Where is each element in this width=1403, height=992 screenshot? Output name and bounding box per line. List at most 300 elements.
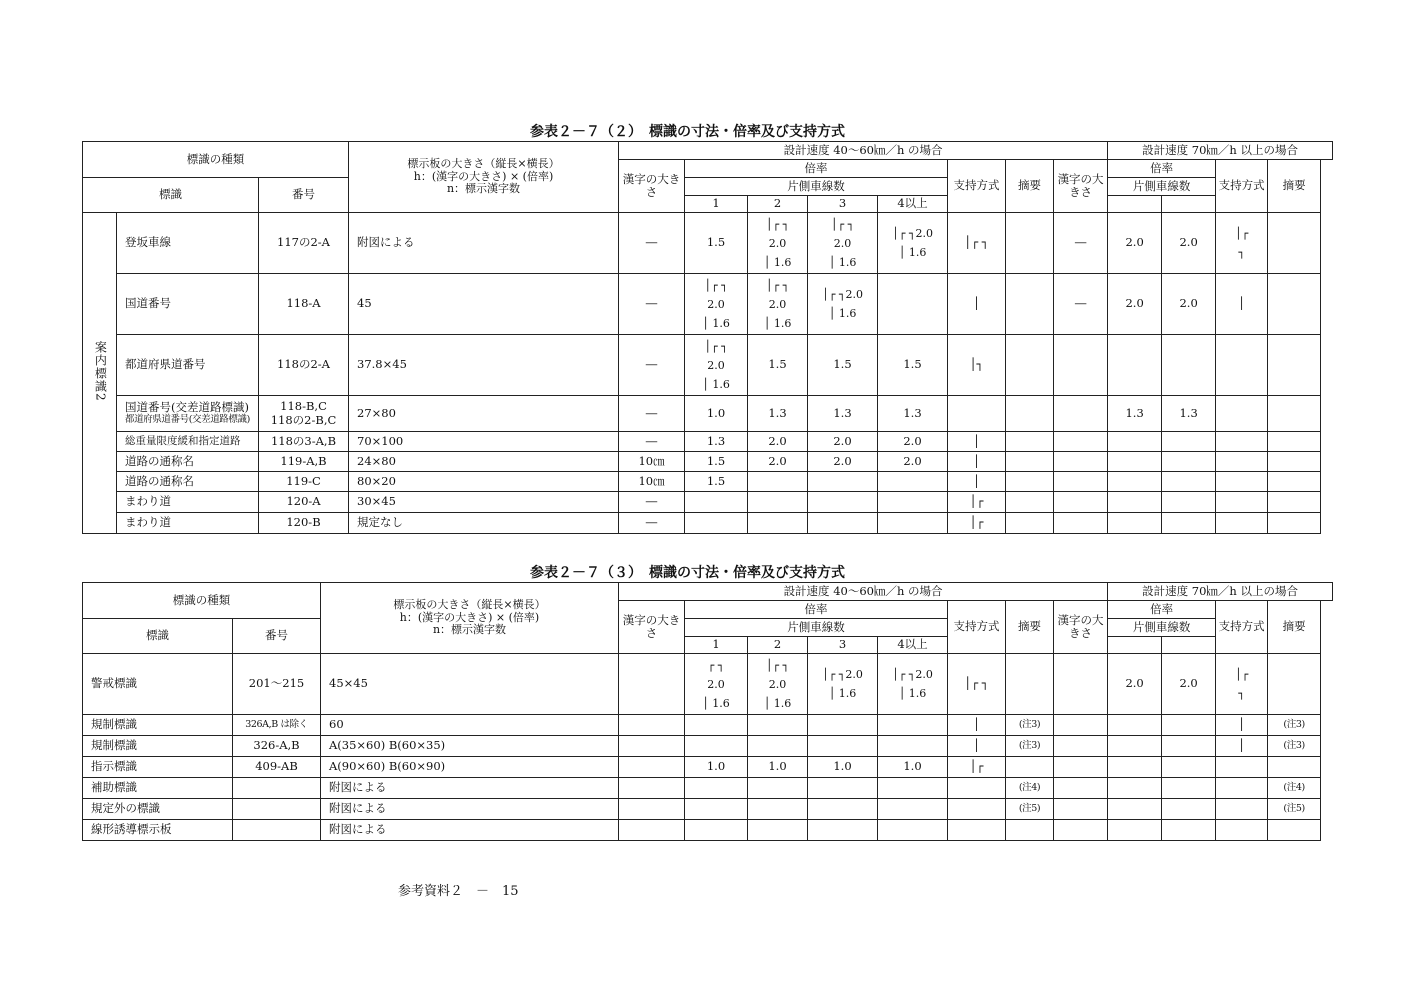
sign-number: 119-C <box>259 472 349 492</box>
support-method <box>948 820 1006 841</box>
remarks-high <box>1268 452 1321 472</box>
remarks-high <box>1268 654 1321 715</box>
kanji-size <box>619 778 685 799</box>
ratio-high-1: 2.0 <box>1108 654 1162 715</box>
support-method-high <box>1216 335 1268 396</box>
board-size: 附図による <box>321 778 619 799</box>
support-method-high <box>1216 396 1268 432</box>
ratio-1: ┌ ┐ 2.0 │ 1.6 <box>685 654 748 715</box>
sign-name: 道路の通称名 <box>117 452 259 472</box>
ratio-high-2 <box>1162 778 1216 799</box>
lane-empty-high <box>1108 637 1162 654</box>
ratio-high-1 <box>1108 432 1162 452</box>
ratio-high-2: 2.0 <box>1162 274 1216 335</box>
ratio-header: 倍率 <box>685 601 948 619</box>
ratio-high-1: 1.3 <box>1108 396 1162 432</box>
ratio-high-2 <box>1162 452 1216 472</box>
ratio-header: 倍率 <box>685 160 948 178</box>
ratio-3: 2.0 <box>808 432 878 452</box>
lanes-header-high: 片側車線数 <box>1108 619 1216 637</box>
lane-empty-high <box>1108 196 1162 213</box>
sign-header: 標識 <box>83 178 259 213</box>
kanji-size-header: 漢字の大きさ <box>619 160 685 213</box>
lane-2-header: 2 <box>748 196 808 213</box>
board-size: 45×45 <box>321 654 619 715</box>
group-label: 案内標識2 <box>93 341 108 402</box>
speed-40-60-header: 設計速度 40～60㎞／h の場合 <box>619 583 1108 601</box>
ratio-1 <box>685 513 748 534</box>
ratio-3: │┌ ┐2.0 │ 1.6 <box>808 654 878 715</box>
support-method-high: │┌ ┐ <box>1216 213 1268 274</box>
ratio-4: 2.0 <box>878 452 948 472</box>
ratio-4: 1.0 <box>878 757 948 778</box>
remarks-high <box>1268 472 1321 492</box>
support-method-high <box>1216 472 1268 492</box>
support-method: │ <box>948 472 1006 492</box>
sign-name: 規制標識 <box>83 736 233 757</box>
support-method-header: 支持方式 <box>948 601 1006 654</box>
support-method-high <box>1216 513 1268 534</box>
group-label-cell <box>83 213 117 534</box>
ratio-2: │┌ ┐ 2.0 │ 1.6 <box>748 213 808 274</box>
kanji-size <box>619 799 685 820</box>
ratio-3 <box>808 492 878 513</box>
board-size: 37.8×45 <box>349 335 619 396</box>
kanji-size-high <box>1054 472 1108 492</box>
lane-3-header: 3 <box>808 637 878 654</box>
ratio-high-1 <box>1108 492 1162 513</box>
ratio-3: 1.5 <box>808 335 878 396</box>
ratio-high-1 <box>1108 778 1162 799</box>
remarks-high: (注4) <box>1268 778 1321 799</box>
support-method-high <box>1216 799 1268 820</box>
support-method: │┐ <box>948 335 1006 396</box>
kanji-size <box>619 757 685 778</box>
lane-empty-high <box>1162 637 1216 654</box>
lane-empty-high <box>1162 196 1216 213</box>
kanji-size-high <box>1054 799 1108 820</box>
sign-number: 409-AB <box>233 757 321 778</box>
remarks: (注4) <box>1006 778 1054 799</box>
ratio-2: 1.3 <box>748 396 808 432</box>
kanji-size-high <box>1054 736 1108 757</box>
board-size: 80×20 <box>349 472 619 492</box>
sign-name: 都道府県道番号 <box>117 335 259 396</box>
support-method: │┌ <box>948 757 1006 778</box>
ratio-2 <box>748 799 808 820</box>
ratio-2: │┌ ┐ 2.0 │ 1.6 <box>748 654 808 715</box>
table-row <box>83 432 1333 452</box>
remarks-high <box>1268 492 1321 513</box>
lanes-header-high: 片側車線数 <box>1108 178 1216 196</box>
ratio-3: │┌ ┐2.0 │ 1.6 <box>808 274 878 335</box>
sign-name: 補助標識 <box>83 778 233 799</box>
sign-number <box>233 799 321 820</box>
table-row <box>83 492 1333 513</box>
board-size: 60 <box>321 715 619 736</box>
ratio-1 <box>685 799 748 820</box>
ratio-1 <box>685 820 748 841</box>
speed-70-header: 設計速度 70㎞／h 以上の場合 <box>1108 142 1333 160</box>
support-method: │ <box>948 736 1006 757</box>
remarks <box>1006 274 1054 335</box>
kanji-size: ― <box>619 335 685 396</box>
ratio-4 <box>878 799 948 820</box>
support-method: │┌ <box>948 492 1006 513</box>
support-method <box>948 778 1006 799</box>
kanji-size-high <box>1054 757 1108 778</box>
remarks-high <box>1268 432 1321 452</box>
ratio-3 <box>808 472 878 492</box>
remarks <box>1006 452 1054 472</box>
support-method-high: │ <box>1216 736 1268 757</box>
remarks <box>1006 820 1054 841</box>
ratio-2: 1.5 <box>748 335 808 396</box>
sign-name: 国道番号 <box>117 274 259 335</box>
sign-dimensions-table-3 <box>82 582 1333 841</box>
ratio-1: 1.5 <box>685 452 748 472</box>
ratio-1: 1.0 <box>685 396 748 432</box>
ratio-1 <box>685 778 748 799</box>
sign-number: 201～215 <box>233 654 321 715</box>
support-method-high: │ <box>1216 715 1268 736</box>
sign-name: まわり道 <box>117 513 259 534</box>
ratio-high-1 <box>1108 757 1162 778</box>
ratio-4 <box>878 274 948 335</box>
sign-name: 国道番号(交差道路標識) 都道府県道番号(交差道路標識) <box>117 396 259 432</box>
ratio-high-2 <box>1162 492 1216 513</box>
support-method: │┌ <box>948 513 1006 534</box>
remarks-header: 摘要 <box>1006 601 1054 654</box>
ratio-high-2 <box>1162 799 1216 820</box>
support-method-high: │┌ ┐ <box>1216 654 1268 715</box>
lane-1-header: 1 <box>685 196 748 213</box>
table-row <box>83 396 1333 432</box>
kanji-size-header-high: 漢字の大きさ <box>1054 601 1108 654</box>
ratio-high-2: 2.0 <box>1162 654 1216 715</box>
ratio-high-1 <box>1108 472 1162 492</box>
lane-4-header: 4以上 <box>878 196 948 213</box>
table-row <box>83 757 1333 778</box>
sign-number <box>233 820 321 841</box>
ratio-1: │┌ ┐ 2.0 │ 1.6 <box>685 274 748 335</box>
ratio-1: │┌ ┐ 2.0 │ 1.6 <box>685 335 748 396</box>
kanji-size <box>619 715 685 736</box>
table-row <box>83 736 1333 757</box>
sign-number: 326-A,B <box>233 736 321 757</box>
kanji-size-header-high: 漢字の大きさ <box>1054 160 1108 213</box>
board-size: A(90×60) B(60×90) <box>321 757 619 778</box>
kanji-size-high: ― <box>1054 213 1108 274</box>
table-row <box>83 715 1333 736</box>
remarks: (注3) <box>1006 736 1054 757</box>
lane-3-header: 3 <box>808 196 878 213</box>
table-row <box>83 513 1333 534</box>
remarks-high <box>1268 213 1321 274</box>
kanji-size-high <box>1054 432 1108 452</box>
table-row <box>83 335 1333 396</box>
ratio-high-2: 2.0 <box>1162 213 1216 274</box>
ratio-3: 1.0 <box>808 757 878 778</box>
ratio-4: 2.0 <box>878 432 948 452</box>
support-method-high <box>1216 492 1268 513</box>
sign-number: 118-A <box>259 274 349 335</box>
table-row <box>83 820 1333 841</box>
ratio-1 <box>685 492 748 513</box>
ratio-high-1: 2.0 <box>1108 213 1162 274</box>
kanji-size-high <box>1054 820 1108 841</box>
sign-number: 120-B <box>259 513 349 534</box>
support-method-header: 支持方式 <box>948 160 1006 213</box>
kanji-size: ― <box>619 513 685 534</box>
table-row <box>83 452 1333 472</box>
page-footer: 参考資料２ － 15 <box>398 884 519 899</box>
support-method <box>948 396 1006 432</box>
table-row <box>83 799 1333 820</box>
kanji-size: ― <box>619 274 685 335</box>
support-method-high: │ <box>1216 274 1268 335</box>
kanji-size-high <box>1054 335 1108 396</box>
board-size: 27×80 <box>349 396 619 432</box>
ratio-2 <box>748 472 808 492</box>
ratio-2: 1.0 <box>748 757 808 778</box>
kanji-size-high <box>1054 513 1108 534</box>
ratio-high-2 <box>1162 472 1216 492</box>
remarks-header-high: 摘要 <box>1268 160 1321 213</box>
ratio-1 <box>685 715 748 736</box>
remarks: (注5) <box>1006 799 1054 820</box>
ratio-3: 2.0 <box>808 452 878 472</box>
ratio-4 <box>878 715 948 736</box>
ratio-2 <box>748 736 808 757</box>
ratio-3 <box>808 736 878 757</box>
ratio-1 <box>685 736 748 757</box>
ratio-2 <box>748 492 808 513</box>
sign-name: 総重量限度緩和指定道路 <box>117 432 259 452</box>
sign-number <box>233 778 321 799</box>
remarks-header: 摘要 <box>1006 160 1054 213</box>
ratio-3 <box>808 799 878 820</box>
ratio-high-2 <box>1162 736 1216 757</box>
remarks: (注3) <box>1006 715 1054 736</box>
ratio-3 <box>808 778 878 799</box>
sign-number: 117の2-A <box>259 213 349 274</box>
ratio-3 <box>808 513 878 534</box>
ratio-2 <box>748 820 808 841</box>
kanji-size-high <box>1054 778 1108 799</box>
kanji-size-high <box>1054 452 1108 472</box>
table-row <box>83 654 1333 715</box>
board-size: 30×45 <box>349 492 619 513</box>
ratio-2: 2.0 <box>748 452 808 472</box>
kanji-size: ― <box>619 213 685 274</box>
ratio-high-2 <box>1162 715 1216 736</box>
table-row <box>83 472 1333 492</box>
remarks-high <box>1268 513 1321 534</box>
ratio-high-1: 2.0 <box>1108 274 1162 335</box>
ratio-high-2 <box>1162 432 1216 452</box>
ratio-high-1 <box>1108 715 1162 736</box>
ratio-high-2 <box>1162 513 1216 534</box>
table2-title: 参表２－７（３） 標識の寸法・倍率及び支持方式 <box>530 565 845 581</box>
ratio-1: 1.0 <box>685 757 748 778</box>
ratio-header-high: 倍率 <box>1108 601 1216 619</box>
remarks <box>1006 654 1054 715</box>
ratio-3: │┌ ┐ 2.0 │ 1.6 <box>808 213 878 274</box>
support-method-high <box>1216 820 1268 841</box>
remarks-high: (注3) <box>1268 736 1321 757</box>
sign-name: 規制標識 <box>83 715 233 736</box>
ratio-2: │┌ ┐ 2.0 │ 1.6 <box>748 274 808 335</box>
remarks <box>1006 513 1054 534</box>
ratio-4 <box>878 472 948 492</box>
board-size-header: 標示板の大きさ（縦長×横長） h：(漢字の大きさ) × (倍率) n：標示漢字数 <box>349 142 619 213</box>
remarks-high <box>1268 396 1321 432</box>
kanji-size <box>619 736 685 757</box>
table-row <box>83 778 1333 799</box>
speed-70-header: 設計速度 70㎞／h 以上の場合 <box>1108 583 1333 601</box>
ratio-3 <box>808 715 878 736</box>
number-header: 番号 <box>233 619 321 654</box>
board-size: 附図による <box>321 820 619 841</box>
sign-name: 規定外の標識 <box>83 799 233 820</box>
ratio-high-1 <box>1108 736 1162 757</box>
table1-title: 参表２－７（２） 標識の寸法・倍率及び支持方式 <box>530 124 845 140</box>
support-method-header-high: 支持方式 <box>1216 160 1268 213</box>
ratio-high-2 <box>1162 757 1216 778</box>
remarks-high <box>1268 274 1321 335</box>
sign-name: 線形誘導標示板 <box>83 820 233 841</box>
support-method: │┌ ┐ <box>948 654 1006 715</box>
support-method <box>948 799 1006 820</box>
support-method-high <box>1216 452 1268 472</box>
remarks-high <box>1268 820 1321 841</box>
kanji-size-high <box>1054 492 1108 513</box>
remarks <box>1006 335 1054 396</box>
ratio-high-2: 1.3 <box>1162 396 1216 432</box>
support-method: │ <box>948 274 1006 335</box>
ratio-high-2 <box>1162 335 1216 396</box>
speed-40-60-header: 設計速度 40～60㎞／h の場合 <box>619 142 1108 160</box>
lane-1-header: 1 <box>685 637 748 654</box>
board-size: 附図による <box>321 799 619 820</box>
ratio-4 <box>878 820 948 841</box>
kanji-size-high <box>1054 715 1108 736</box>
kanji-size-high <box>1054 654 1108 715</box>
board-size: 24×80 <box>349 452 619 472</box>
lane-2-header: 2 <box>748 637 808 654</box>
board-size: 附図による <box>349 213 619 274</box>
sign-dimensions-table-2 <box>82 141 1333 534</box>
ratio-4: 1.3 <box>878 396 948 432</box>
kanji-size <box>619 820 685 841</box>
ratio-4 <box>878 513 948 534</box>
support-method-high <box>1216 778 1268 799</box>
remarks-header-high: 摘要 <box>1268 601 1321 654</box>
ratio-4: │┌ ┐2.0 │ 1.6 <box>878 654 948 715</box>
sign-header: 標識 <box>83 619 233 654</box>
board-size: 70×100 <box>349 432 619 452</box>
remarks <box>1006 432 1054 452</box>
sign-name: 指示標識 <box>83 757 233 778</box>
ratio-4 <box>878 736 948 757</box>
lanes-header: 片側車線数 <box>685 619 948 637</box>
ratio-1: 1.5 <box>685 213 748 274</box>
table-row <box>83 274 1333 335</box>
sign-type-header: 標識の種類 <box>83 583 321 619</box>
kanji-size: ― <box>619 492 685 513</box>
ratio-4: 1.5 <box>878 335 948 396</box>
ratio-2 <box>748 715 808 736</box>
ratio-4 <box>878 778 948 799</box>
ratio-4: │┌ ┐2.0 │ 1.6 <box>878 213 948 274</box>
ratio-2 <box>748 513 808 534</box>
number-header: 番号 <box>259 178 349 213</box>
sign-number: 118-B,C 118の2-B,C <box>259 396 349 432</box>
support-method: │ <box>948 452 1006 472</box>
ratio-high-2 <box>1162 820 1216 841</box>
board-size: 規定なし <box>349 513 619 534</box>
sign-number: 118の2-A <box>259 335 349 396</box>
ratio-3 <box>808 820 878 841</box>
remarks-high: (注5) <box>1268 799 1321 820</box>
remarks-high: (注3) <box>1268 715 1321 736</box>
sign-name: 道路の通称名 <box>117 472 259 492</box>
ratio-high-1 <box>1108 820 1162 841</box>
ratio-high-1 <box>1108 513 1162 534</box>
remarks-high <box>1268 335 1321 396</box>
kanji-size: 10㎝ <box>619 452 685 472</box>
support-method-high <box>1216 432 1268 452</box>
remarks <box>1006 213 1054 274</box>
ratio-2 <box>748 778 808 799</box>
lanes-header: 片側車線数 <box>685 178 948 196</box>
kanji-size: ― <box>619 432 685 452</box>
ratio-1: 1.3 <box>685 432 748 452</box>
sign-number: 120-A <box>259 492 349 513</box>
ratio-1: 1.5 <box>685 472 748 492</box>
support-method: │┌ ┐ <box>948 213 1006 274</box>
sign-name: 登坂車線 <box>117 213 259 274</box>
sign-type-header: 標識の種類 <box>83 142 349 178</box>
kanji-size <box>619 654 685 715</box>
support-method-high <box>1216 757 1268 778</box>
lane-4-header: 4以上 <box>878 637 948 654</box>
support-method: │ <box>948 432 1006 452</box>
sign-name: まわり道 <box>117 492 259 513</box>
sign-number: 118の3-A,B <box>259 432 349 452</box>
board-size-header: 標示板の大きさ（縦長×横長） h：(漢字の大きさ) × (倍率) n：標示漢字数 <box>321 583 619 654</box>
table-row <box>83 213 1333 274</box>
remarks <box>1006 757 1054 778</box>
kanji-size-high: ― <box>1054 274 1108 335</box>
remarks <box>1006 396 1054 432</box>
ratio-2: 2.0 <box>748 432 808 452</box>
ratio-4 <box>878 492 948 513</box>
remarks-high <box>1268 757 1321 778</box>
support-method: │ <box>948 715 1006 736</box>
kanji-size: ― <box>619 396 685 432</box>
remarks <box>1006 472 1054 492</box>
sign-name: 警戒標識 <box>83 654 233 715</box>
support-method-header-high: 支持方式 <box>1216 601 1268 654</box>
board-size: 45 <box>349 274 619 335</box>
kanji-size-header: 漢字の大きさ <box>619 601 685 654</box>
ratio-header-high: 倍率 <box>1108 160 1216 178</box>
board-size: A(35×60) B(60×35) <box>321 736 619 757</box>
kanji-size-high <box>1054 396 1108 432</box>
kanji-size: 10㎝ <box>619 472 685 492</box>
